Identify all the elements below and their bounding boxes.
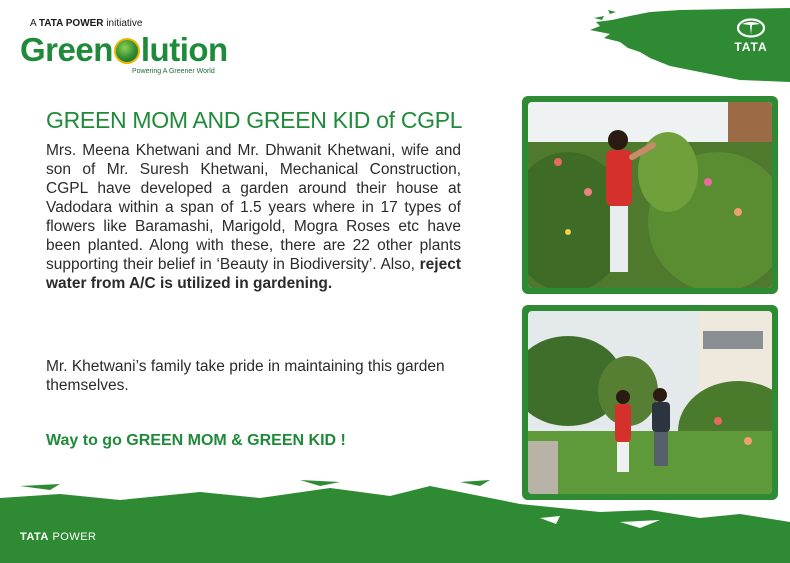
tata-emblem-icon [736,18,766,38]
footer-tata-power [20,531,97,543]
footer-brand-bold: TATA [20,531,49,543]
article-paragraph-2: Mr. Khetwani’s family take pride in maintaining this garden themselves. [46,358,445,394]
article-heading: GREEN MOM AND GREEN KID of CGPL [46,107,463,133]
tata-logo [723,18,779,54]
article-paragraph-1 [46,141,461,293]
garden-photo-frame-2 [522,305,778,500]
logo-left: Green [20,31,113,68]
initiative-brand: TATA POWER [38,18,104,29]
garden-photo-1 [528,102,772,288]
globe-icon [114,38,140,64]
bottom-green-band [0,478,790,563]
greenolution-logo [20,30,228,70]
tata-logo-word: TATA [734,40,768,54]
closing-line: Way to go GREEN MOM & GREEN KID ! [46,432,346,449]
logo-right: lution [140,31,228,68]
initiative-prefix: A [30,18,37,29]
initiative-suffix: initiative [106,18,143,29]
paragraph-1-text: Mrs. Meena Khetwani and Mr. Dhwanit Khetwani, wife and son of Mr. Suresh Khetwani, Mechanical Construction, CGPL have developed a garden around their house at Vadodara within a span of 1.5 years where in 17 types of flowers like Baramashi, Marigold, Mogra Roses etc have been planted. Along with these, there are 22 other plants supporting their belief in ‘Beauty in Biodiversity’. Also, [46,142,461,273]
paragraph-1-bold: reject water from A/C is utilized in gardening. [46,256,461,292]
logo-tagline: Powering A Greener World [132,68,215,75]
footer-brand-rest: POWER [48,531,97,543]
initiative-line [30,18,142,29]
garden-photo-2 [528,311,772,494]
garden-photo-frame-1 [522,96,778,294]
